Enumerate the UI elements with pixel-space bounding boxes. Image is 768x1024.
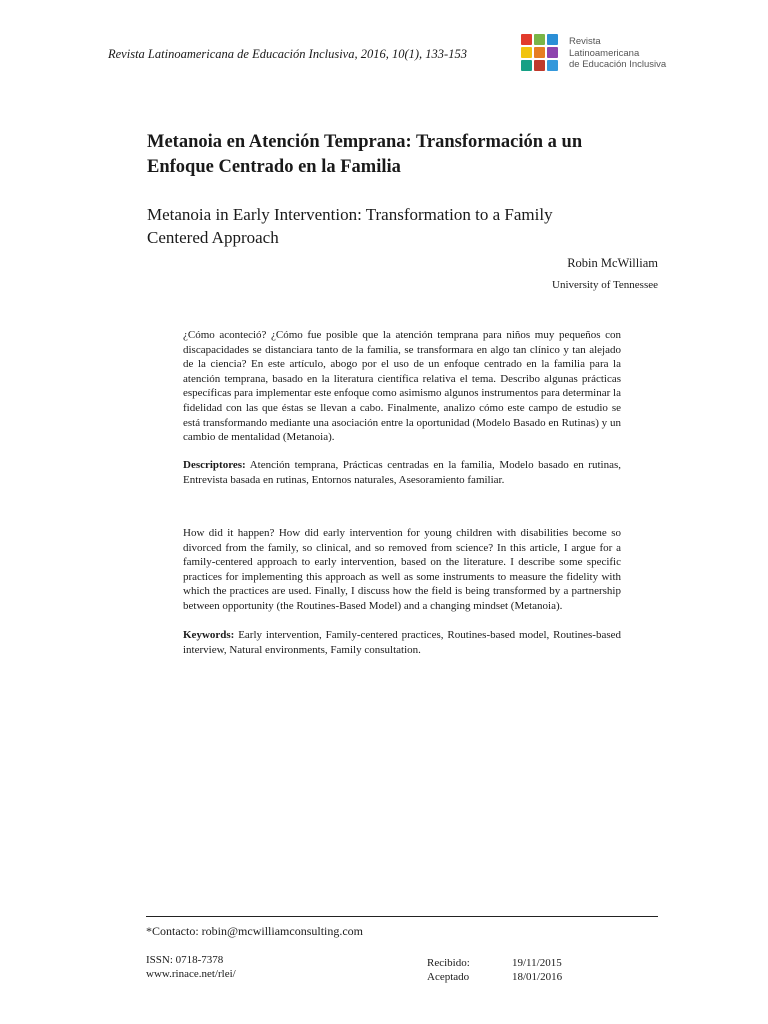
logo-tile xyxy=(521,47,532,58)
logo-tile xyxy=(534,47,545,58)
abstract-english: How did it happen? How did early intervention for young children with disabilities become so divorced from the family, so clinical, and so removed from science? In this article, I argue for a family-centered approach to early intervention, based on the literature. I describe some specific practices for implementing this approach as well as some instruments to measure the fidelity with which the practices are used. Finally, I discuss how the field is being transformed by a partnership between opportunity (the Routines-Based Model) and a changing mindset (Metanoia). xyxy=(183,527,621,612)
accepted-label: Aceptado xyxy=(427,971,470,983)
keywords-es-label: Descriptores: xyxy=(183,459,246,471)
journal-logo xyxy=(521,34,681,76)
logo-tile xyxy=(534,34,545,45)
article-title-spanish xyxy=(147,130,667,180)
journal-citation: Revista Latinoamericana de Educación Inclusiva, 2016, 10(1), 133-153 xyxy=(108,47,467,61)
title-en-line-1: Metanoia in Early Intervention: Transformation to a Family xyxy=(147,205,553,224)
received-label: Recibido: xyxy=(427,957,470,969)
keywords-english xyxy=(183,628,621,657)
contact-email: *Contacto: robin@mcwilliamconsulting.com xyxy=(146,924,364,938)
keywords-spanish xyxy=(183,458,621,487)
author-affiliation: University of Tennessee xyxy=(552,279,658,291)
keywords-en-label: Keywords: xyxy=(183,629,235,641)
logo-tile xyxy=(547,47,558,58)
journal-logo-icon xyxy=(521,34,559,74)
logo-line-3: de Educación Inclusiva xyxy=(569,59,667,70)
keywords-en-text: Early intervention, Family-centered practices, Routines-based model, Routines-based interview, Natural environments, Family consultation. xyxy=(183,629,621,656)
abstract-spanish: ¿Cómo aconteció? ¿Cómo fue posible que la atención temprana para niños muy pequeños con discapacidades se distanciara tanto de la familia, se transformara en algo tan clínico y tan alejado de la ciencia? En este artículo, abogo por el uso de un enfoque centrado en la familia para la atención temprana, basado en la literatura científica relativa el tema. Describo algunas prácticas específicas para implementar este enfoque como asimismo algunos instrumentos para determinar la fidelidad con las que éstas se llevan a cabo. Finalmente, analizo cómo este campo de estudio se está transformando mediante una asociación entre la oportunidad (Modelo Basado en Rutinas) y un cambio de mentalidad (Metanoia). xyxy=(183,329,621,444)
logo-tile xyxy=(547,34,558,45)
article-title-english xyxy=(147,203,667,249)
received-date: 19/11/2015 xyxy=(512,957,562,969)
title-es-line-2: Enfoque Centrado en la Familia xyxy=(147,157,401,177)
title-en-line-2: Centered Approach xyxy=(147,228,279,247)
author-name: Robin McWilliam xyxy=(567,256,658,270)
logo-line-1: Revista xyxy=(569,36,601,47)
logo-tile xyxy=(547,60,558,71)
logo-tile xyxy=(521,34,532,45)
keywords-es-text: Atención temprana, Prácticas centradas en la familia, Modelo basado en rutinas, Entrevista basada en rutinas, Entornos naturales, Asesoramiento familiar. xyxy=(183,459,621,486)
title-es-line-1: Metanoia en Atención Temprana: Transformación a un xyxy=(147,132,583,152)
logo-tile xyxy=(521,60,532,71)
footer-divider xyxy=(146,916,658,917)
logo-tile xyxy=(534,60,545,71)
journal-website: www.rinace.net/rlei/ xyxy=(146,968,236,980)
accepted-date: 18/01/2016 xyxy=(512,971,563,983)
journal-logo-text xyxy=(569,36,689,71)
issn: ISSN: 0718-7378 xyxy=(146,954,224,966)
logo-line-2: Latinoamericana xyxy=(569,47,640,59)
